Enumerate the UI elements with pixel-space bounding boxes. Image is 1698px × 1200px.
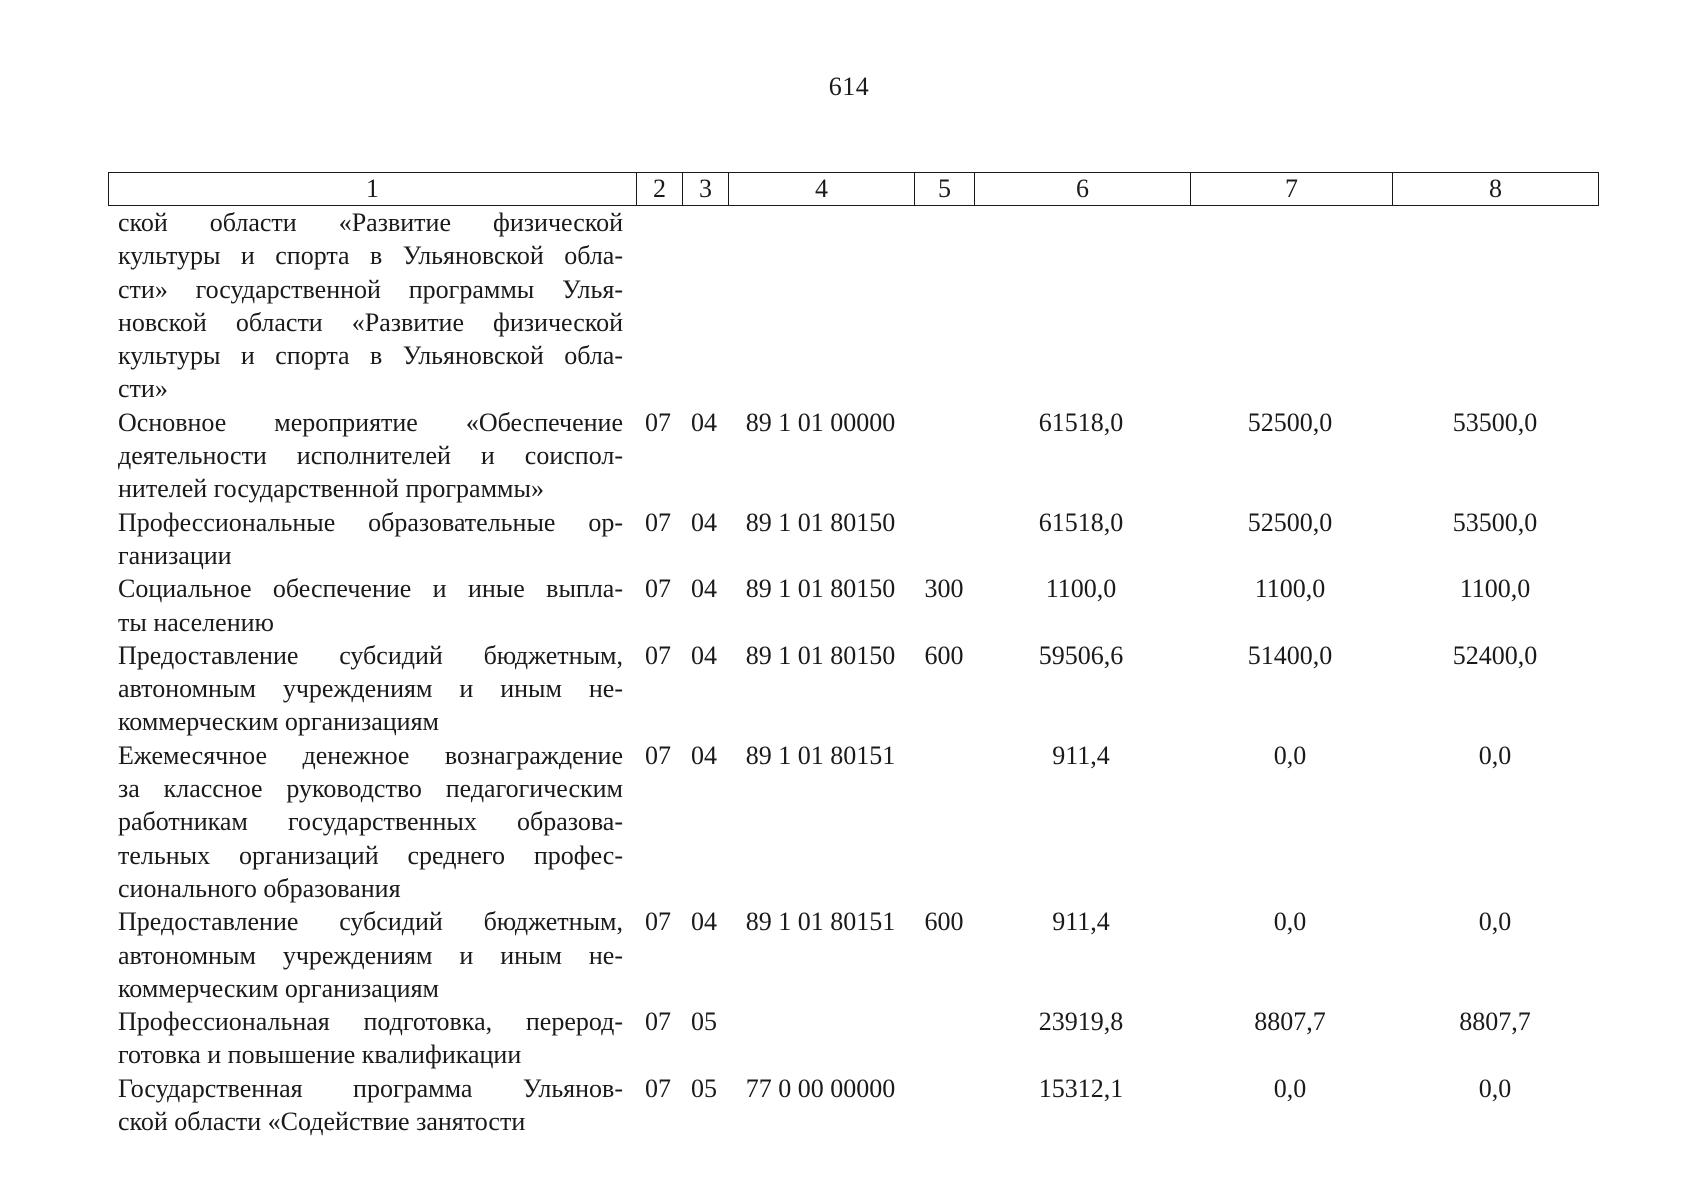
subsection-code-cell: 04: [691, 907, 717, 937]
section-code-cell: 07: [645, 1073, 671, 1103]
description-line: ской области «Развитие физической: [118, 208, 623, 237]
amount-col6-cell: 61518,0: [1038, 507, 1124, 537]
row-description: [118, 406, 623, 506]
section-code-cell: 07: [645, 1007, 671, 1037]
description-line: работникам государственных образова-: [118, 807, 623, 837]
row-description: [118, 739, 623, 905]
description-line: культуры и спорта в Ульяновской обла-: [118, 341, 623, 371]
amount-col6-cell: 61518,0: [1038, 407, 1124, 437]
description-line: автономным учреждениям и иным не-: [118, 940, 623, 970]
description-line: коммерческим организациям: [118, 973, 440, 1003]
description-line: культуры и спорта в Ульяновской обла-: [118, 241, 623, 271]
description-line: Государственная программа Ульянов-: [118, 1073, 623, 1103]
amount-col8-cell: 52400,0: [1452, 640, 1538, 670]
amount-col8-cell: 53500,0: [1452, 407, 1538, 437]
amount-col7-cell: 1100,0: [1254, 574, 1326, 604]
amount-col7-cell: 52500,0: [1247, 407, 1333, 437]
subsection-code-cell: 05: [691, 1007, 717, 1037]
subsection-code-cell: 04: [691, 640, 717, 670]
description-line: Профессиональные образовательные ор-: [118, 507, 623, 537]
subsection-code-cell: 04: [691, 407, 717, 437]
page-number: 614: [828, 72, 870, 101]
table-row: [108, 506, 1598, 573]
amount-col8-cell: 0,0: [1478, 907, 1512, 937]
subsection-code-cell: 04: [691, 507, 717, 537]
column-header-2: 2: [637, 173, 683, 206]
description-line: Основное мероприятие «Обеспечение: [118, 407, 623, 437]
description-line: деятельности исполнителей и соиспол-: [118, 441, 623, 471]
amount-col6-cell: 1100,0: [1045, 574, 1117, 604]
column-header-3: 3: [683, 173, 729, 206]
subsection-code-cell: 05: [691, 1073, 717, 1103]
description-line: Предоставление субсидий бюджетным,: [118, 640, 623, 670]
target-article-cell: 89 1 01 80150: [745, 507, 896, 537]
description-line: Предоставление субсидий бюджетным,: [118, 907, 623, 937]
description-line: автономным учреждениям и иным не-: [118, 674, 623, 704]
column-header-4: 4: [729, 173, 915, 206]
amount-col8-cell: 0,0: [1478, 1073, 1512, 1103]
description-line: ты населению: [118, 607, 274, 637]
description-line: нителей государственной программы»: [118, 474, 544, 504]
description-line: сти»: [118, 374, 168, 404]
section-code-cell: 07: [645, 407, 671, 437]
description-line: Профессиональная подготовка, переpод-: [118, 1007, 623, 1037]
description-line: ганизации: [118, 540, 232, 570]
table-row: [108, 572, 1598, 639]
amount-col6-cell: 15312,1: [1038, 1073, 1124, 1103]
row-description: [118, 206, 623, 406]
target-article-cell: 89 1 01 80150: [745, 574, 896, 604]
description-line: новской области «Развитие физической: [118, 307, 623, 337]
amount-col7-cell: 0,0: [1273, 907, 1307, 937]
column-header-6: 6: [975, 173, 1191, 206]
description-line: тельных организаций среднего профес-: [118, 840, 623, 870]
expense-type-cell: [914, 739, 974, 772]
description-line: готовка и повышение квалификации: [118, 1040, 522, 1070]
amount-col7-cell: 51400,0: [1247, 640, 1333, 670]
column-header-7: 7: [1191, 173, 1393, 206]
target-article-cell: 89 1 01 80150: [745, 640, 896, 670]
row-description: [118, 1072, 623, 1139]
expense-type-cell: [914, 406, 974, 439]
amount-col7-cell: 0,0: [1273, 1073, 1307, 1103]
description-line: Ежемесячное денежное вознаграждение: [118, 740, 623, 770]
amount-col7-cell: 52500,0: [1247, 507, 1333, 537]
amount-col6-cell: 23919,8: [1038, 1007, 1124, 1037]
row-description: [118, 572, 623, 639]
amount-col8-cell: [1392, 206, 1598, 239]
subsection-code-cell: [682, 206, 726, 239]
amount-col8-cell: 8807,7: [1459, 1007, 1531, 1037]
amount-col6-cell: [974, 206, 1188, 239]
amount-col6-cell: 59506,6: [1038, 640, 1124, 670]
section-code-cell: 07: [645, 907, 671, 937]
table-header: [108, 172, 1599, 206]
amount-col7-cell: [1190, 206, 1390, 239]
amount-col8-cell: 53500,0: [1452, 507, 1538, 537]
column-header-8: 8: [1393, 173, 1599, 206]
column-header-1: 1: [109, 173, 637, 206]
table-body: [108, 206, 1598, 1138]
subsection-code-cell: 04: [691, 574, 717, 604]
amount-col8-cell: 1100,0: [1459, 574, 1531, 604]
table-row: [108, 1005, 1598, 1072]
expense-type-cell: [914, 506, 974, 539]
description-line: Социальное обеспечение и иные выпла-: [118, 574, 623, 604]
table-row: [108, 206, 1598, 406]
amount-col8-cell: 0,0: [1478, 740, 1512, 770]
description-line: коммерческим организациям: [118, 707, 440, 737]
section-code-cell: 07: [645, 640, 671, 670]
row-description: [118, 639, 623, 739]
target-article-cell: 89 1 01 80151: [745, 907, 896, 937]
expense-type-cell: 600: [924, 907, 964, 937]
amount-col7-cell: 0,0: [1273, 740, 1307, 770]
table-row: [108, 905, 1598, 1005]
table-row: [108, 406, 1598, 506]
row-description: [118, 1005, 623, 1072]
amount-col6-cell: 911,4: [1052, 740, 1110, 770]
expense-type-cell: 600: [924, 640, 964, 670]
target-article-cell: [728, 206, 913, 239]
target-article-cell: [728, 1005, 913, 1038]
row-description: [118, 905, 623, 1005]
description-line: ской области «Содействие занятости: [118, 1107, 526, 1137]
section-code-cell: 07: [645, 574, 671, 604]
target-article-cell: 77 0 00 00000: [745, 1073, 896, 1103]
description-line: сти» государственной программы Улья-: [118, 274, 623, 304]
section-code-cell: 07: [645, 740, 671, 770]
table-row: [108, 639, 1598, 739]
amount-col6-cell: 911,4: [1052, 907, 1110, 937]
expense-type-cell: [914, 1005, 974, 1038]
target-article-cell: 89 1 01 00000: [745, 407, 896, 437]
section-code-cell: 07: [645, 507, 671, 537]
subsection-code-cell: 04: [691, 740, 717, 770]
expense-type-cell: 300: [924, 574, 964, 604]
table-row: [108, 1072, 1598, 1139]
section-code-cell: [636, 206, 680, 239]
expense-type-cell: [914, 1072, 974, 1105]
expense-type-cell: [914, 206, 974, 239]
table-row: [108, 739, 1598, 905]
description-line: сионального образования: [118, 873, 401, 903]
column-header-5: 5: [915, 173, 975, 206]
target-article-cell: 89 1 01 80151: [745, 740, 896, 770]
amount-col7-cell: 8807,7: [1254, 1007, 1326, 1037]
description-line: за классное руководство педагогическим: [118, 774, 623, 804]
row-description: [118, 506, 623, 573]
